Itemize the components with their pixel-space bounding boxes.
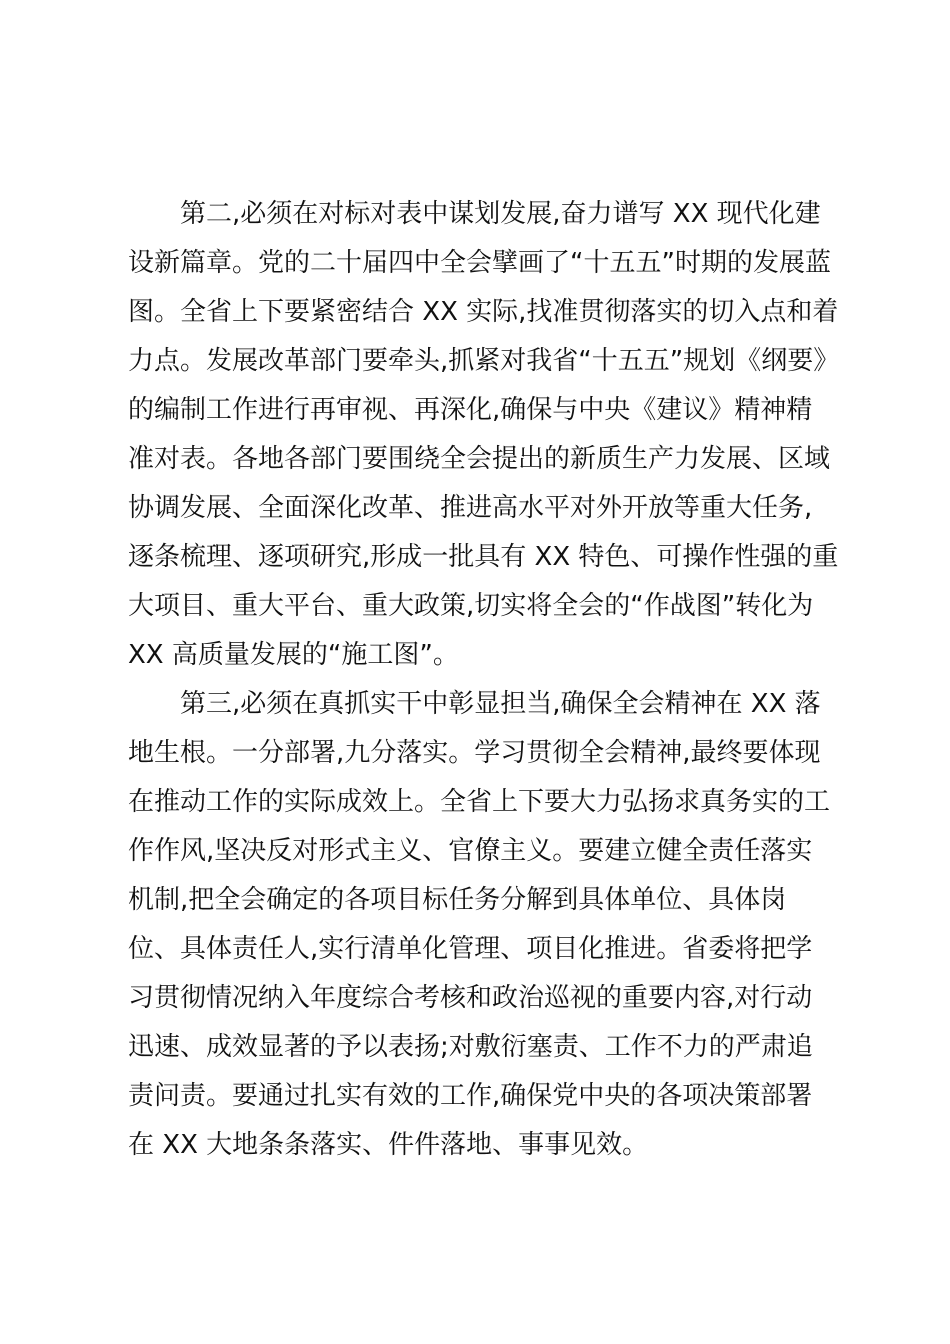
text-line: 准对表。各地各部门要围绕全会提出的新质生产力发展、区域 [128,444,831,474]
text-line: 的编制工作进行再审视、再深化,确保与中央《建议》精神精 [128,395,813,425]
text-line: 力点。发展改革部门要牵头,抓紧对我省“十五五”规划《纲要》 [128,346,840,376]
text-line: XX 高质量发展的“施工图”。 [128,640,459,670]
text-line: 设新篇章。党的二十届四中全会擘画了“十五五”时期的发展蓝 [128,248,831,278]
text-line: 迅速、成效显著的予以表扬;对敷衍塞责、工作不力的严肃追 [128,1032,813,1062]
text-line: 地生根。一分部署,九分落实。学习贯彻全会精神,最终要体现 [128,738,821,768]
text-line: 图。全省上下要紧密结合 XX 实际,找准贯彻落实的切入点和着 [128,297,839,327]
document-body [128,190,840,1170]
text-line: 第二,必须在对标对表中谋划发展,奋力谱写 XX 现代化建 [180,199,821,229]
text-line: 机制,把全会确定的各项目标任务分解到具体单位、具体岗 [128,885,787,915]
text-line: 逐条梳理、逐项研究,形成一批具有 XX 特色、可操作性强的重 [128,542,839,572]
paragraph-second [128,190,840,680]
text-line: 习贯彻情况纳入年度综合考核和政治巡视的重要内容,对行动 [128,983,813,1013]
text-line: 在推动工作的实际成效上。全省上下要大力弘扬求真务实的工 [128,787,831,817]
paragraph-third [128,680,831,1170]
text-line: 位、具体责任人,实行清单化管理、项目化推进。省委将把学 [128,934,813,964]
text-line: 在 XX 大地条条落实、件件落地、事事见效。 [128,1130,649,1160]
text-line: 协调发展、全面深化改革、推进高水平对外开放等重大任务, [128,493,813,523]
text-line: 作作风,坚决反对形式主义、官僚主义。要建立健全责任落实 [128,836,813,866]
text-line: 第三,必须在真抓实干中彰显担当,确保全会精神在 XX 落 [180,689,821,719]
text-line: 责问责。要通过扎实有效的工作,确保党中央的各项决策部署 [128,1081,813,1111]
text-line: 大项目、重大平台、重大政策,切实将全会的“作战图”转化为 [128,591,814,621]
